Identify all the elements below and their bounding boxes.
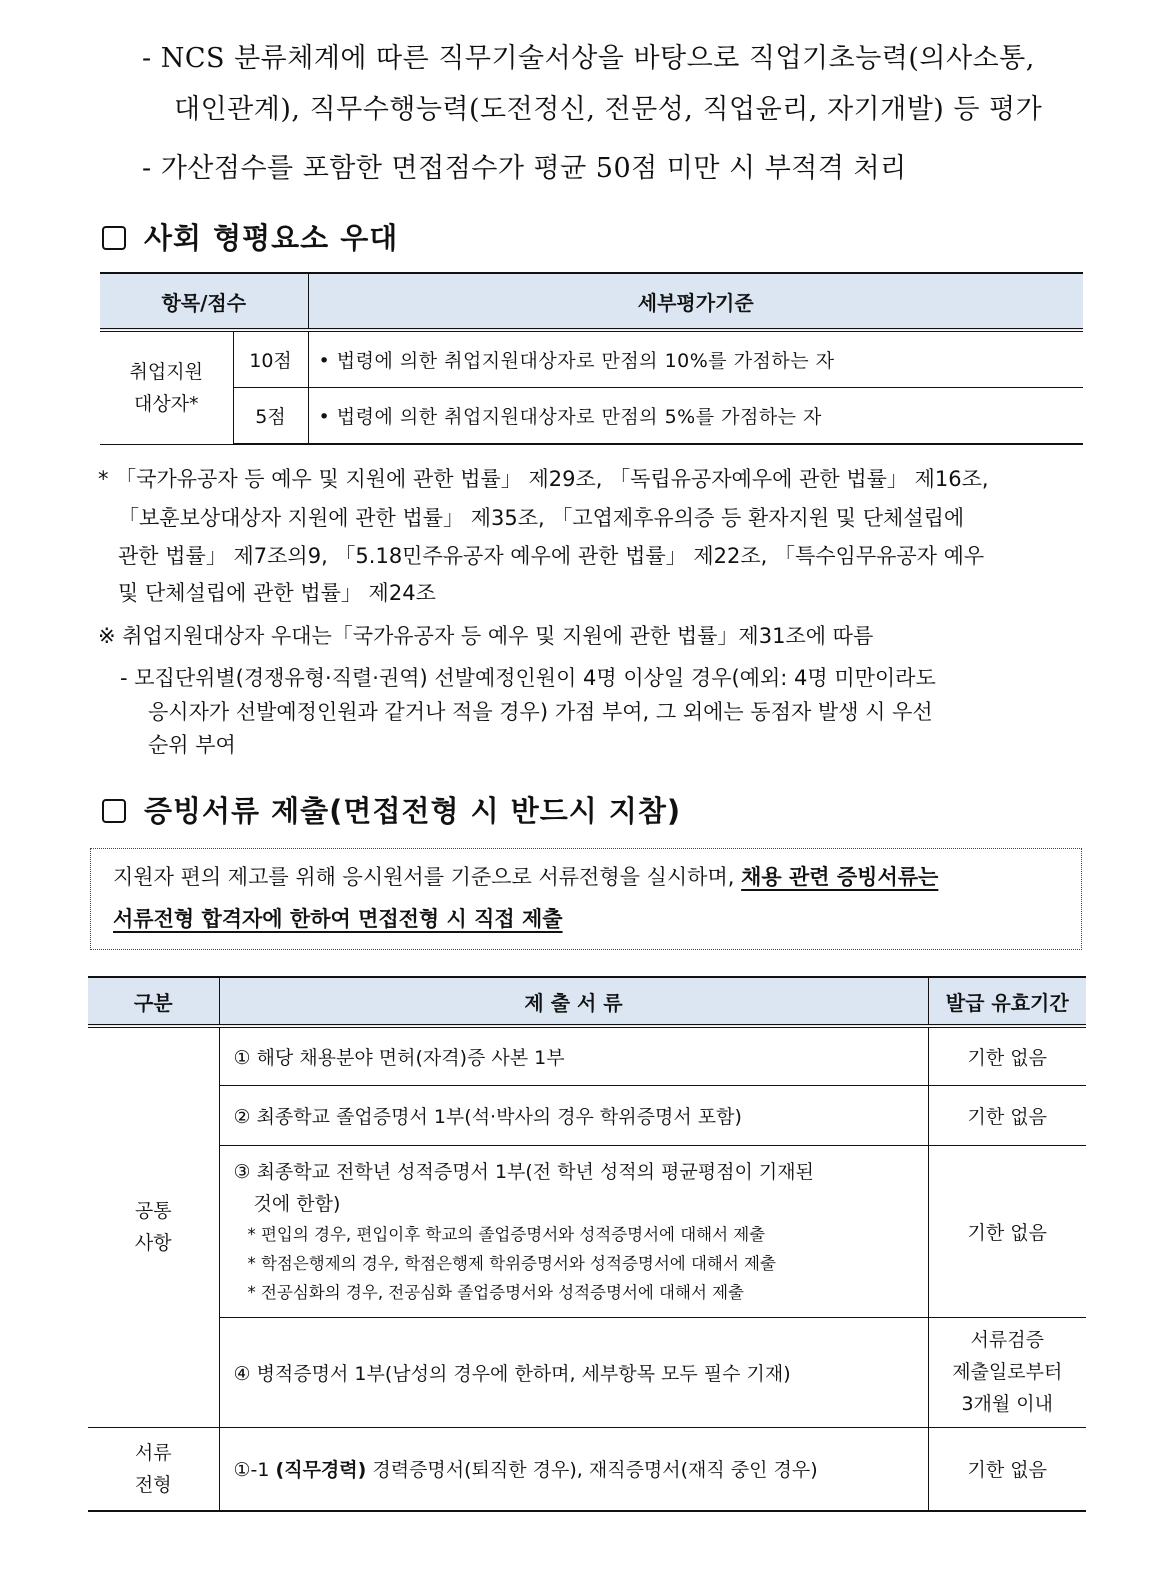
footnote-law-line: * 「국가유공자 등 예우 및 지원에 관한 법률」 제29조, 「독립유공자예우에 관한 법률」 제16조, <box>98 467 989 491</box>
section-title-text: 증빙서류 제출(면접전형 시 반드시 지참) <box>144 794 682 828</box>
category-cell <box>100 330 233 444</box>
notice-line: ※ 취업지원대상자 우대는「국가유공자 등 예우 및 지원에 관한 법률」제31조에 따름 <box>98 624 874 648</box>
group-label-line: 사항 <box>134 1232 172 1255</box>
checkbox-square-icon <box>102 799 126 823</box>
document-cell: ② 최종학교 졸업증명서 1부(석·박사의 경우 학위증명서 포함) <box>219 1085 928 1145</box>
document-subnote: * 전공심화의 경우, 전공심화 졸업증명서와 성적증명서에 대해서 제출 <box>247 1282 745 1302</box>
validity-cell: 기한 없음 <box>928 1085 1086 1145</box>
score-cell: 5점 <box>233 388 308 445</box>
document-subnote: * 편입의 경우, 편입이후 학교의 졸업증명서와 성적증명서에 대해서 제출 <box>247 1224 766 1244</box>
preference-table <box>100 272 1083 445</box>
section-title-documents <box>102 789 681 830</box>
document-number: ①-1 <box>233 1459 270 1482</box>
validity-line: 3개월 이내 <box>961 1393 1054 1415</box>
header-item-score: 항목/점수 <box>100 273 308 330</box>
notice-emphasis-text: 채용 관련 증빙서류는 <box>741 865 939 889</box>
intro-line-3: - 가산점수를 포함한 면접점수가 평균 50점 미만 시 부적격 처리 <box>142 153 907 184</box>
detail-line: 순위 부여 <box>148 733 236 757</box>
validity-cell: 기한 없음 <box>928 1427 1086 1511</box>
group-label-line: 전형 <box>134 1473 172 1496</box>
validity-cell <box>928 1317 1086 1427</box>
table-row <box>88 1085 1086 1145</box>
header-criteria: 세부평가기준 <box>308 273 1083 330</box>
section-title-text: 사회 형평요소 우대 <box>144 221 399 255</box>
group-cell-common <box>88 1026 219 1427</box>
header-category: 구분 <box>88 977 219 1026</box>
header-validity: 발급 유효기간 <box>928 977 1086 1026</box>
footnote-law-line: 「보훈보상대상자 지원에 관한 법률」 제35조, 「고엽제후유의증 등 환자지원 및 단체설립에 <box>118 506 965 530</box>
group-cell-screening <box>88 1427 219 1511</box>
validity-line: 서류검증 <box>970 1329 1044 1351</box>
category-line: 대상자* <box>133 392 199 415</box>
validity-line: 제출일로부터 <box>952 1361 1063 1383</box>
table-row <box>88 1145 1086 1317</box>
footnote-law-line: 관한 법률」 제7조의9, 「5.18민주유공자 예우에 관한 법률」 제22조, 「특수임무유공자 예우 <box>118 544 985 568</box>
validity-cell: 기한 없음 <box>928 1026 1086 1085</box>
notice-emphasis-text: 서류전형 합격자에 한하여 면접전형 시 직접 제출 <box>113 907 563 931</box>
checkbox-square-icon <box>102 226 126 250</box>
criteria-cell: • 법령에 의한 취업지원대상자로 만점의 5%를 가점하는 자 <box>308 388 1083 445</box>
notice-plain-text: 지원자 편의 제고를 위해 응시원서를 기준으로 서류전형을 실시하며, <box>113 865 735 889</box>
document-cell: ① 해당 채용분야 면허(자격)증 사본 1부 <box>219 1026 928 1085</box>
table-row <box>88 1427 1086 1511</box>
notice-box-line-1 <box>113 857 938 897</box>
table-header-row <box>100 273 1083 330</box>
header-documents: 제 출 서 류 <box>219 977 928 1026</box>
document-cell <box>219 1145 928 1317</box>
section-title-social-equity <box>102 216 398 257</box>
document-line: ③ 최종학교 전학년 성적증명서 1부(전 학년 성적의 평균평점이 기재된 <box>233 1160 814 1183</box>
table-header-row <box>88 977 1086 1026</box>
document-subnote: * 학점은행제의 경우, 학점은행제 학위증명서와 성적증명서에 대해서 제출 <box>247 1253 776 1273</box>
validity-cell: 기한 없음 <box>928 1145 1086 1317</box>
intro-line-1: - NCS 분류체계에 따른 직무기술서상을 바탕으로 직업기초능력(의사소통, <box>142 43 1035 74</box>
score-cell: 10점 <box>233 330 308 388</box>
detail-line: - 모집단위별(경쟁유형·직렬·권역) 선발예정인원이 4명 이상일 경우(예외: 4명 미만이라도 <box>120 666 936 690</box>
table-row <box>88 1317 1086 1427</box>
table-row <box>100 330 1083 388</box>
documents-table <box>88 976 1086 1512</box>
document-text: 경력증명서(퇴직한 경우), 재직증명서(재직 중인 경우) <box>372 1459 818 1482</box>
category-line: 취업지원 <box>129 360 203 383</box>
table-row <box>88 1026 1086 1085</box>
table-row <box>100 388 1083 445</box>
detail-line: 응시자가 선발예정인원과 같거나 적을 경우) 가점 부여, 그 외에는 동점자 발생 시 우선 <box>148 700 933 724</box>
document-line: 것에 한함) <box>253 1192 341 1215</box>
document-cell: ④ 병적증명서 1부(남성의 경우에 한하며, 세부항목 모두 필수 기재) <box>219 1317 928 1427</box>
group-label-line: 서류 <box>134 1441 172 1464</box>
notice-box-line-2 <box>113 899 563 939</box>
notice-box <box>90 848 1082 950</box>
document-emphasis: (직무경력) <box>275 1459 367 1482</box>
criteria-cell: • 법령에 의한 취업지원대상자로 만점의 10%를 가점하는 자 <box>308 330 1083 388</box>
document-cell <box>219 1427 928 1511</box>
group-label-line: 공통 <box>134 1200 172 1223</box>
intro-line-2: 대인관계), 직무수행능력(도전정신, 전문성, 직업윤리, 자기개발) 등 평가 <box>174 94 1043 125</box>
footnote-law-line: 및 단체설립에 관한 법률」 제24조 <box>118 581 436 605</box>
